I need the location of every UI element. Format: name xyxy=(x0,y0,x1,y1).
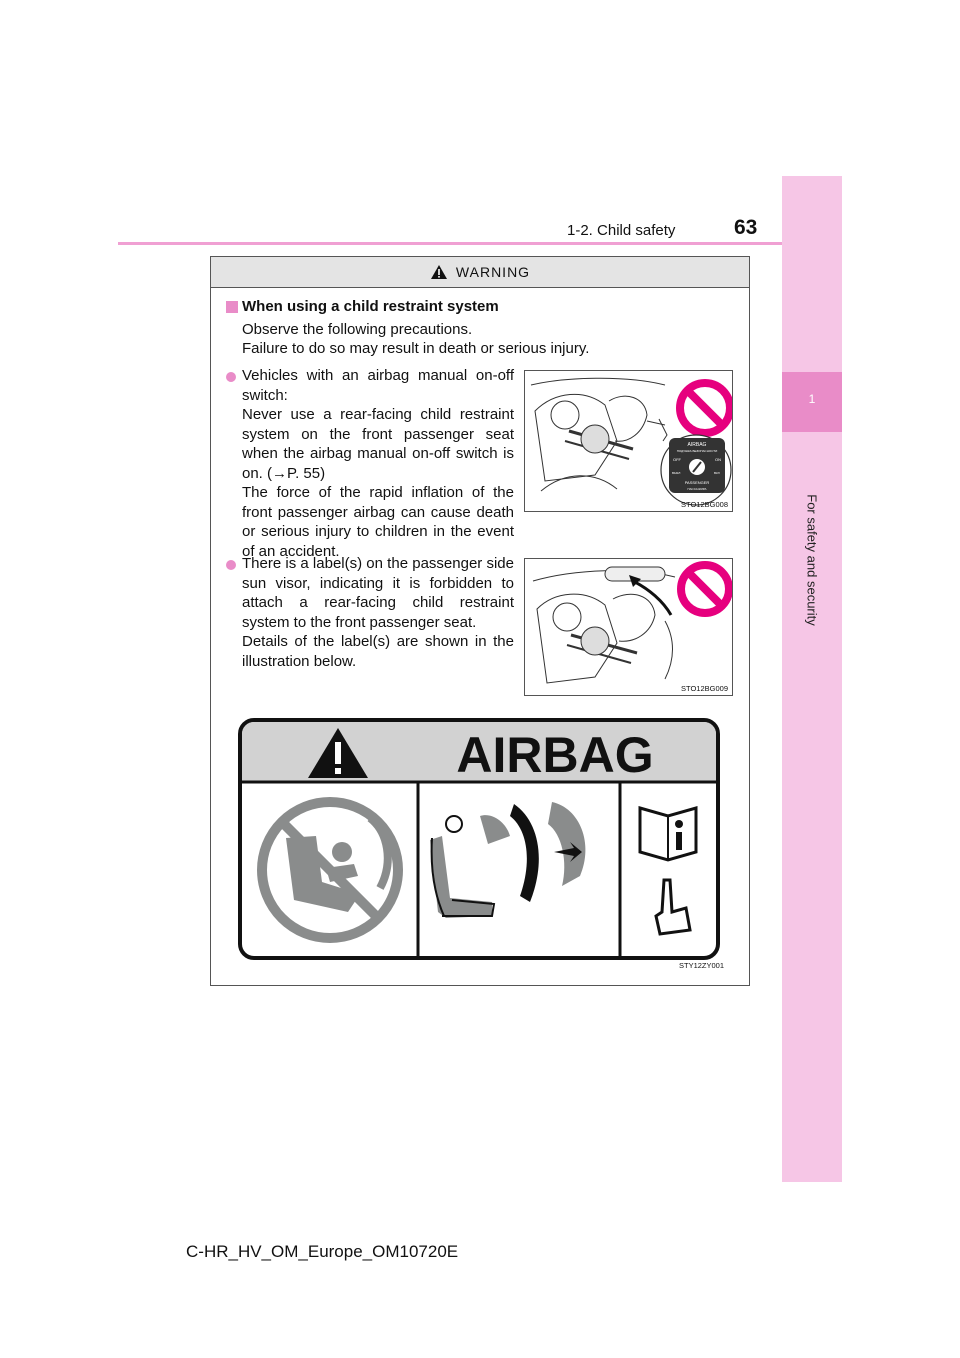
warning-subheading: When using a child restraint system xyxy=(242,298,499,315)
switch-off: OFF xyxy=(673,457,681,462)
bullet-line: The force of the rapid inflation of the front passenger airbag can cause death or serious injury to children in the event of an accident. xyxy=(242,484,514,560)
figure-sun-visor xyxy=(524,558,733,696)
header-rule xyxy=(118,242,782,245)
warning-triangle-icon xyxy=(430,264,448,280)
warning-intro xyxy=(242,320,742,358)
bullet-dot-icon xyxy=(226,372,236,382)
intro-line: Failure to do so may result in death or serious injury. xyxy=(242,340,590,357)
switch-off-local: ВЫКЛ xyxy=(672,471,681,475)
bullet-line: Never use a rear-facing child restraint system on the front passenger seat when the airbag manual on-off switch is on. (→P. 55) xyxy=(242,406,514,482)
footer-doc-id: C-HR_HV_OM_Europe_OM10720E xyxy=(186,1242,459,1261)
switch-on-local: ВКЛ xyxy=(714,471,720,475)
figure-airbag-switch xyxy=(524,370,733,512)
bullet-line: Details of the label(s) are shown in the illustration below. xyxy=(242,633,514,670)
switch-passenger: PASSENGER xyxy=(684,480,710,485)
car-interior-switch-illustration xyxy=(525,371,732,511)
airbag-warning-label xyxy=(230,712,730,978)
section-title: 1-2. Child safety xyxy=(567,222,676,239)
chapter-side-tab xyxy=(782,176,842,1182)
bullet-dot-icon xyxy=(226,560,236,570)
figure-code: STO12BG009 xyxy=(681,684,728,693)
bullet-text-2 xyxy=(242,554,514,671)
switch-passenger-local: ПАССАЖИРА xyxy=(687,487,707,491)
chapter-title: For safety and security xyxy=(804,494,820,626)
bullet-text-1 xyxy=(242,366,514,561)
subheading-square-icon xyxy=(226,301,238,313)
airbag-label-illustration xyxy=(230,712,730,978)
switch-on: ON xyxy=(715,457,721,462)
prohibition-icon xyxy=(680,383,730,433)
page-number: 63 xyxy=(734,216,758,239)
bullet-line: There is a label(s) on the passenger side sun visor, indicating it is forbidden to attach a rear-facing child restraint system to the front passenger seat. xyxy=(242,555,514,631)
figure-code: STO12BG008 xyxy=(681,500,728,509)
prohibition-icon xyxy=(681,565,729,613)
switch-subtitle: ПОДУШКА БЕЗОПАСНОСТИ xyxy=(676,449,718,453)
intro-line: Observe the following precautions. xyxy=(242,321,473,338)
warning-title: WARNING xyxy=(455,264,531,280)
warning-header xyxy=(211,257,749,288)
chapter-number: 1 xyxy=(808,392,816,406)
switch-title: AIRBAG xyxy=(687,442,707,448)
bullet-line: Vehicles with an airbag manual on-off switch: xyxy=(242,367,514,404)
figure-code: STY12ZY001 xyxy=(679,961,725,970)
car-interior-visor-illustration xyxy=(525,559,732,695)
label-heading: AIRBAG xyxy=(456,727,654,783)
